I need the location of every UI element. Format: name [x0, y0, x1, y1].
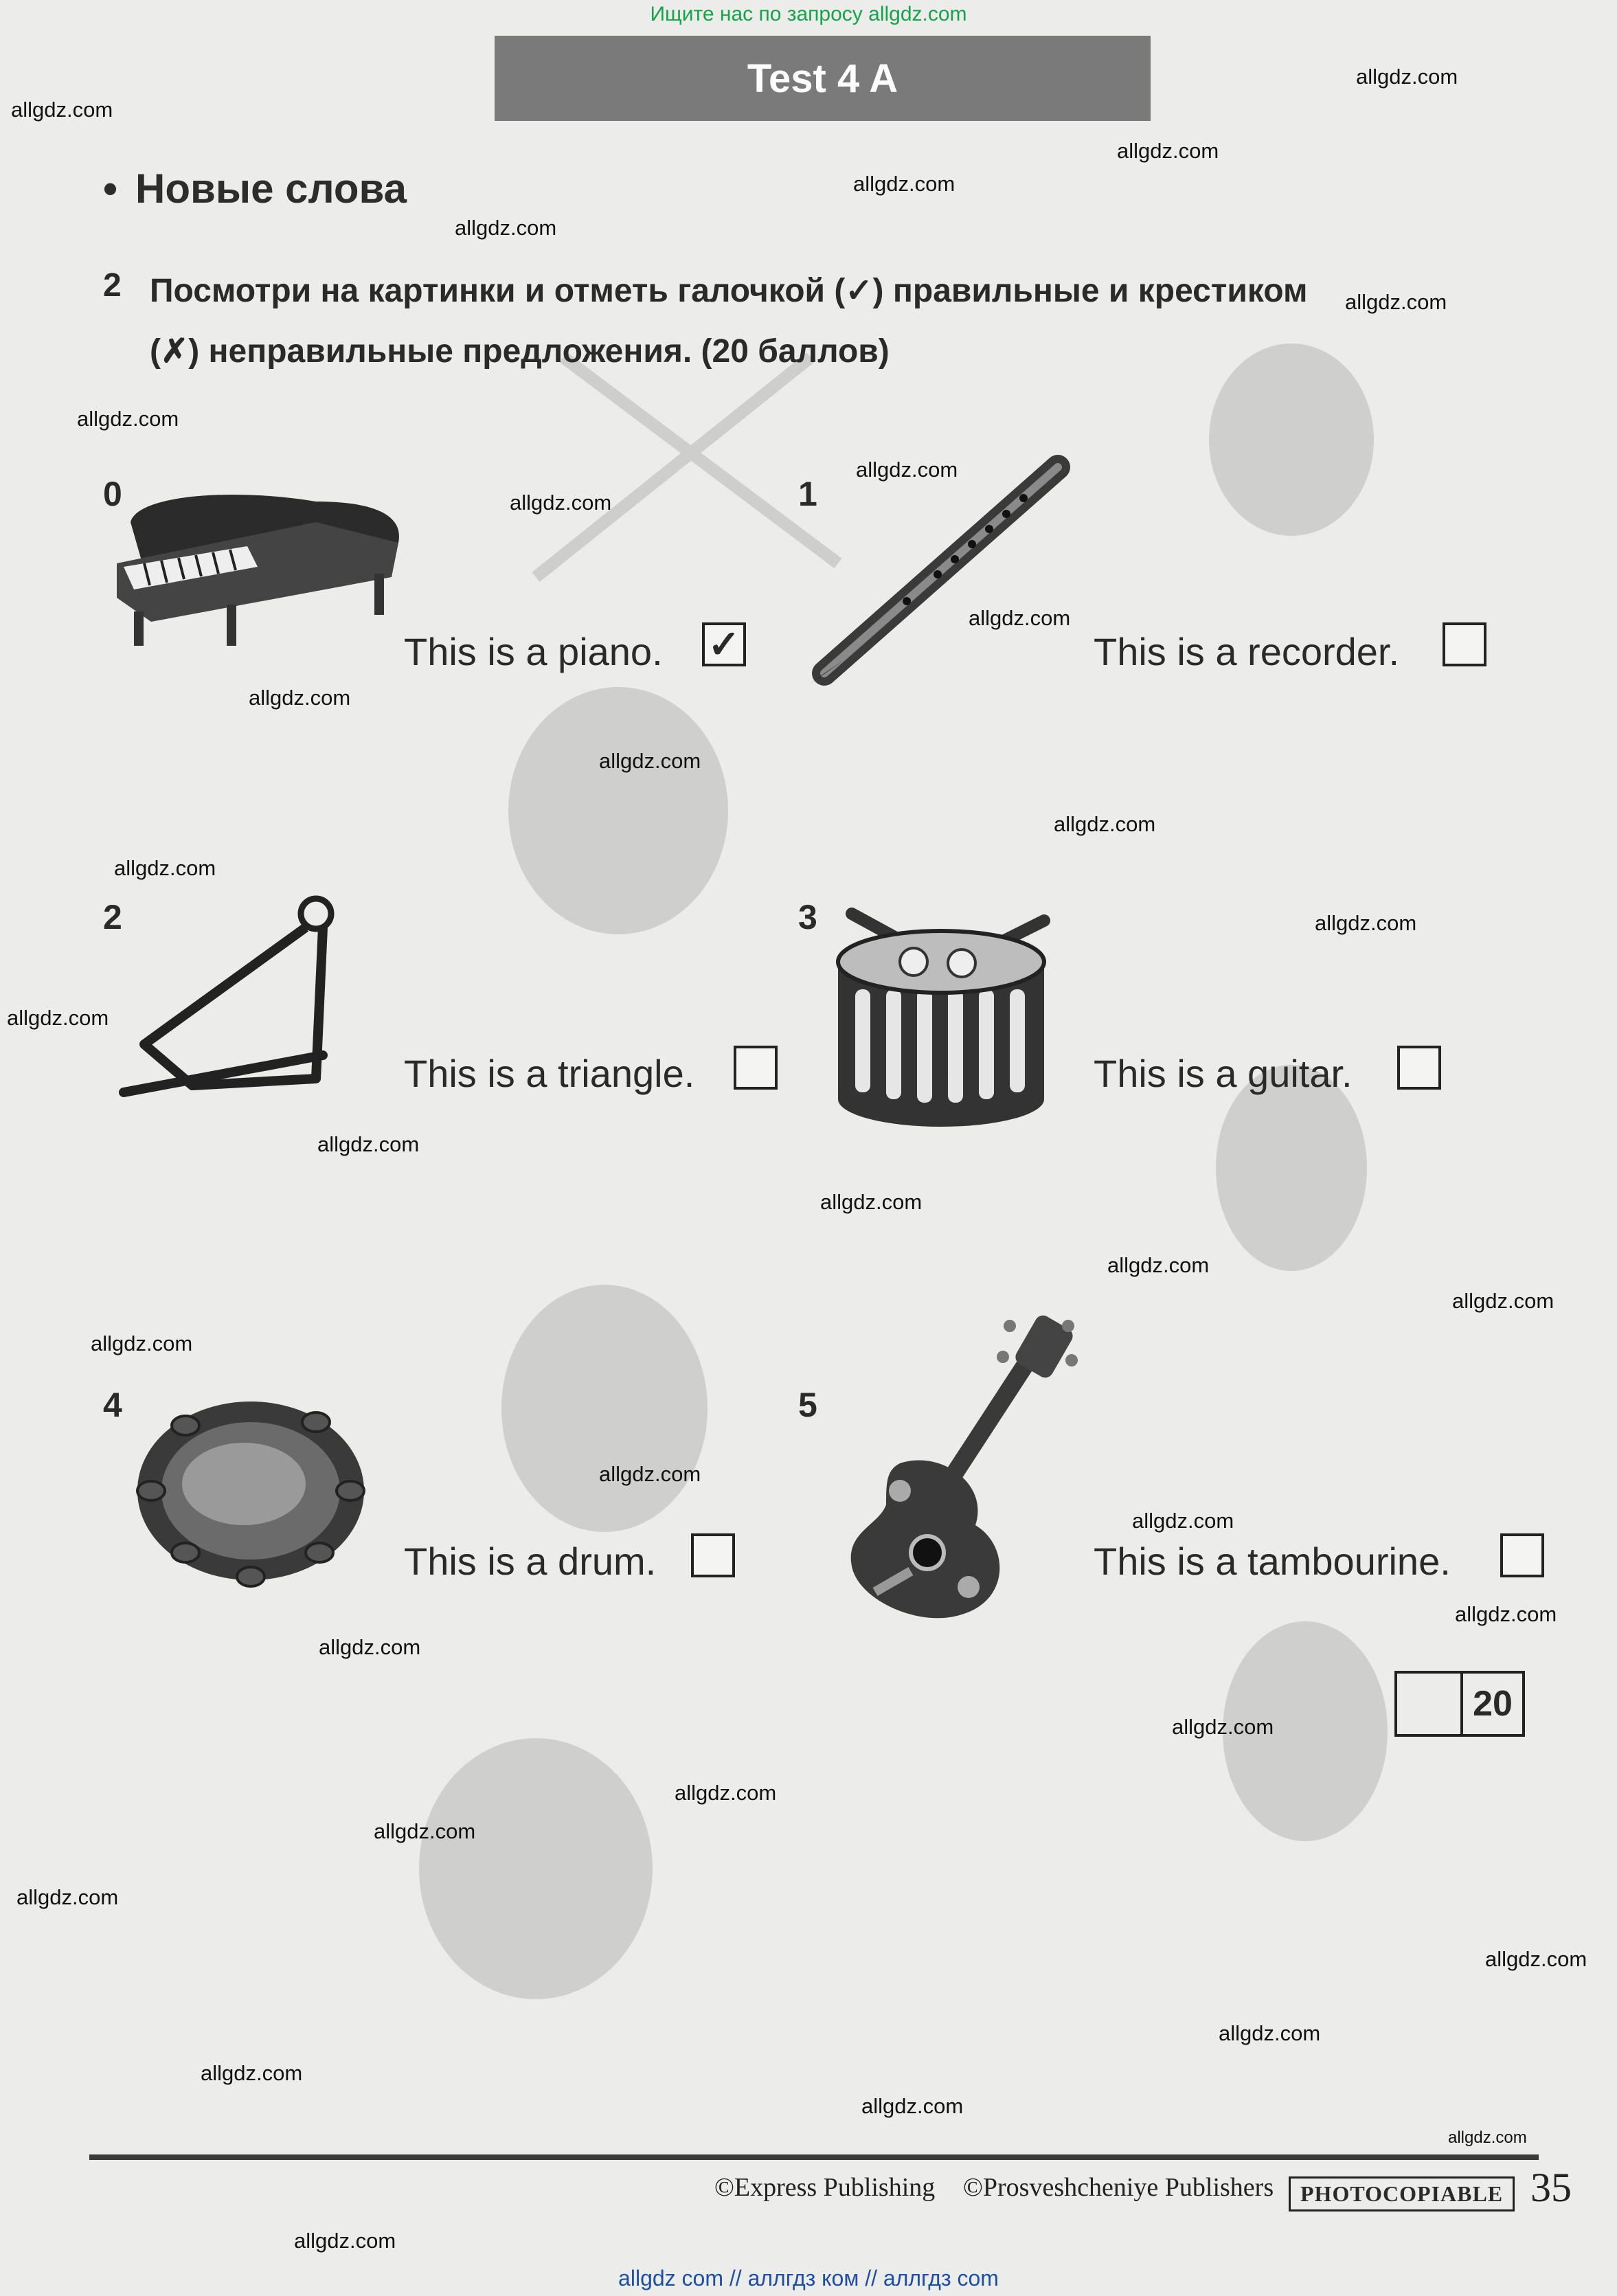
- answer-box-1[interactable]: [1443, 622, 1486, 666]
- watermark: allgdz.com: [1455, 1602, 1557, 1626]
- section-bullet: •: [103, 166, 118, 212]
- watermark: allgdz.com: [599, 749, 701, 773]
- watermark: allgdz.com: [455, 216, 557, 240]
- watermark: allgdz.com: [599, 1462, 701, 1486]
- sentence-4: This is a drum.: [404, 1540, 657, 1583]
- watermark: allgdz.com: [294, 2229, 396, 2253]
- item-number-5: 5: [798, 1386, 817, 1424]
- watermark: allgdz.com: [317, 1132, 420, 1156]
- watermark: allgdz.com: [1172, 1715, 1274, 1739]
- sentence-5: This is a tambourine.: [1094, 1540, 1451, 1583]
- sentence-0: This is a piano.: [404, 630, 663, 673]
- watermark: allgdz.com: [856, 458, 958, 482]
- answer-box-2[interactable]: [734, 1046, 778, 1090]
- sentence-2: This is a triangle.: [404, 1052, 695, 1095]
- section-heading-text: Новые слова: [135, 166, 407, 212]
- watermark: allgdz.com: [374, 1819, 476, 1843]
- watermark: allgdz.com: [510, 491, 612, 515]
- answer-box-5[interactable]: [1500, 1533, 1544, 1577]
- sentence-1: This is a recorder.: [1094, 630, 1400, 673]
- top-search-banner[interactable]: Ищите нас по запросу allgdz.com: [650, 3, 967, 25]
- footer-rule: [89, 2154, 1539, 2160]
- watermark: allgdz.com: [1345, 290, 1447, 314]
- watermark: allgdz.com: [1117, 139, 1219, 163]
- test-title: [495, 36, 1151, 121]
- score-box: [1394, 1671, 1525, 1737]
- watermark: allgdz.com: [820, 1190, 923, 1214]
- watermark: allgdz.com: [201, 2061, 303, 2085]
- watermark: allgdz.com: [1219, 2021, 1321, 2045]
- watermark: allgdz.com: [77, 407, 179, 431]
- watermark: allgdz.com: [1452, 1289, 1554, 1313]
- watermark: allgdz.com: [853, 172, 956, 196]
- item-number-3: 3: [798, 898, 817, 936]
- recorder-icon: [804, 453, 1078, 687]
- watermark: allgdz.com: [1315, 911, 1417, 935]
- sentence-3: This is a guitar.: [1094, 1052, 1353, 1095]
- photocopiable-label: PHOTOCOPIABLE: [1289, 2176, 1515, 2211]
- page-number: 35: [1530, 2165, 1572, 2210]
- piano-icon: [110, 481, 412, 646]
- item-number-4: 4: [103, 1386, 122, 1424]
- watermark: allgdz.com: [1448, 2128, 1527, 2147]
- watermark: allgdz.com: [1356, 65, 1458, 89]
- watermark: allgdz.com: [7, 1006, 109, 1030]
- item-number-1: 1: [798, 475, 817, 513]
- item-number-0: 0: [103, 475, 122, 513]
- task-instruction: Посмотри на картинки и отметь галочкой (✓) правильные и крестиком (✗) неправильные предложения. (20 баллов): [150, 273, 1308, 370]
- footer-publisher-1: ©Express Publishing: [714, 2173, 936, 2202]
- test-title-text: Test 4 A: [747, 56, 898, 101]
- watermark: allgdz.com: [861, 2094, 964, 2118]
- drum-icon: [824, 886, 1058, 1134]
- score-max: 20: [1473, 1684, 1513, 1724]
- answer-box-4[interactable]: [691, 1533, 735, 1577]
- score-earned-field[interactable]: [1397, 1674, 1463, 1734]
- answer-box-3[interactable]: [1397, 1046, 1441, 1090]
- watermark: allgdz.com: [1054, 812, 1156, 836]
- watermark: allgdz.com: [16, 1885, 119, 1909]
- watermark: allgdz.com: [91, 1331, 193, 1355]
- watermark: allgdz.com: [969, 606, 1071, 630]
- watermark: allgdz.com: [1107, 1253, 1210, 1277]
- section-heading: [103, 165, 407, 212]
- triangle-icon: [110, 886, 398, 1120]
- watermark: allgdz.com: [675, 1781, 777, 1805]
- task-number: 2: [103, 267, 122, 304]
- footer-publisher-2: ©Prosveshcheniye Publishers: [963, 2173, 1274, 2202]
- answer-box-0[interactable]: ✓: [702, 622, 746, 666]
- watermark: allgdz.com: [1132, 1509, 1234, 1533]
- watermark: allgdz.com: [114, 856, 216, 880]
- guitar-icon: [838, 1305, 1099, 1642]
- watermark: allgdz.com: [249, 686, 351, 710]
- bottom-links[interactable]: allgdz com // аллгдз ком // аллгдз com: [618, 2266, 999, 2291]
- tambourine-icon: [131, 1388, 378, 1594]
- item-number-2: 2: [103, 898, 122, 936]
- watermark: allgdz.com: [1485, 1947, 1587, 1971]
- watermark: allgdz.com: [11, 98, 113, 122]
- watermark: allgdz.com: [319, 1635, 421, 1659]
